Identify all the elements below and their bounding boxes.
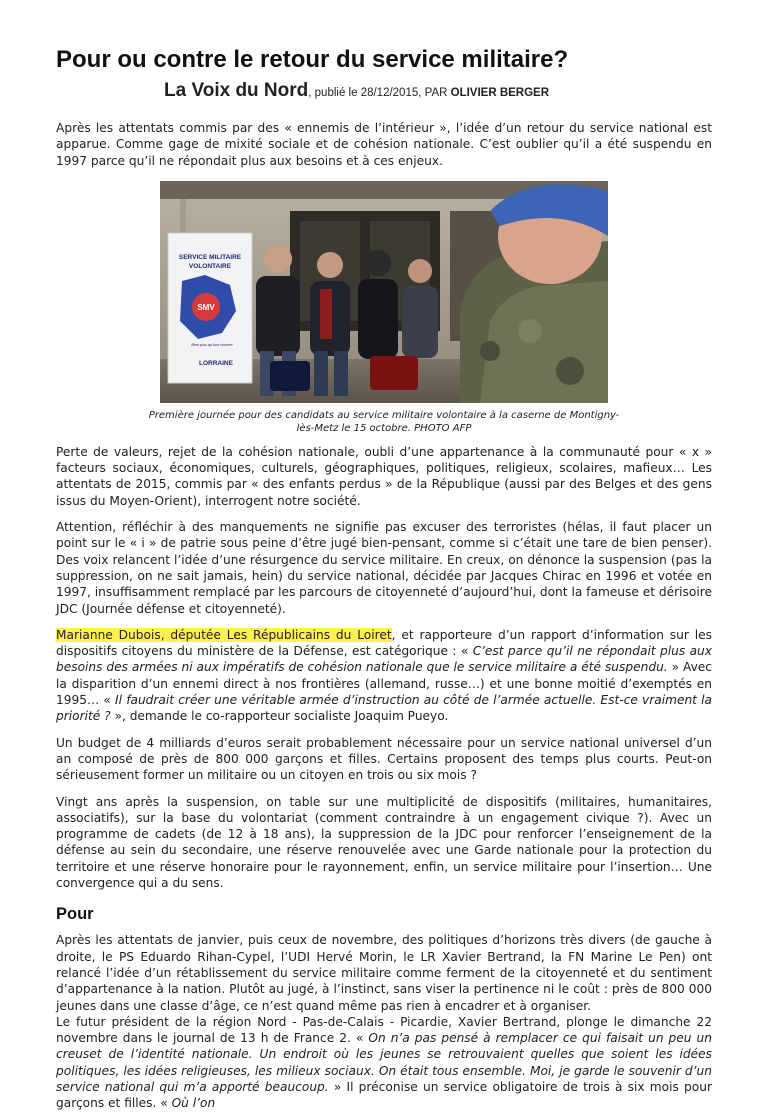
sign-tagline: Bien plus qu'une chance — [191, 342, 233, 347]
photo-illustration — [160, 181, 608, 403]
paragraph-3-text-a: , et rapporteure d’un rapport d’information sur les dispositifs citoyens du ministère de la Défense, est catégorique : « — [56, 627, 712, 659]
paragraph-7-text-a: Le futur président de la région Nord - Pas-de-Calais - Picardie, Xavier Bertrand, plonge le dimanche 22 novembre dans le journal de 13 h de France 2. « — [56, 1014, 712, 1046]
paragraph-2: Attention, réfléchir à des manquements ne signifie pas excuser des terroristes (hélas, il faut placer un point sur le « i » de patrie sous peine d’être jugé bien-pensant, comme si c’était une tare de bien penser). Des voix relancent l’idée d’une résurgence du service militaire. En creux, on dénonce la suspension (pas la suppression, on ne sait jamais, hein) du service national, décidée par Jacques Chirac en 1996 et votée en 1997, insuffisamment remplacé par les parcours de citoyenneté d’aujourd’hui, dont la fameuse et dérisoire JDC (Journée défense et citoyenneté). — [56, 520, 712, 616]
paragraph-6 — [56, 932, 712, 1111]
paragraph-4: Un budget de 4 milliards d’euros serait probablement nécessaire pour un service national universel d’un an composé de près de 800 000 garçons et filles. Certains proposent des temps plus courts. Peut-on sérieusement former un militaire ou un citoyen en trois ou six mois ? — [56, 735, 712, 783]
paragraph-7-text-b: » Il préconise un service obligatoire de trois à six mois pour garçons et filles. « — [56, 1079, 712, 1111]
paragraph-5: Vingt ans après la suspension, on table sur une multiplicité de dispositifs (militaires, humanitaires, associatifs), sur la base du volontariat (comment contraindre à un engagement civique ?). Avec un programme de cadets (de 12 à 18 ans), la suppression de la JDC pour renforcer l’enseignement de la défense au sein du secondaire, une réserve renouvelée avec une Garde nationale pour la protection du territoire et une réserve honoraire pour le rayonnement, enfin, un service militaire pour l’insertion… Une convergence qui a du sens. — [56, 794, 712, 891]
sign-line-2: VOLONTAIRE — [188, 262, 232, 270]
publication-date: , publié le 28/12/2015, PAR — [308, 87, 451, 99]
sign-logo: SMV — [197, 302, 215, 312]
paragraph-3-text-b: » Avec la disparition d’un ennemi direct à nos frontières (allemand, russe…) et une bonne moitié d’exemptés en 1995… « — [56, 660, 712, 708]
section-heading-pour: Pour — [56, 905, 94, 924]
article-title: Pour ou contre le retour du service militaire? — [56, 46, 569, 73]
paragraph-3 — [56, 627, 712, 725]
paragraph-1: Perte de valeurs, rejet de la cohésion nationale, oubli d’une appartenance à la communauté pour « x » facteurs sociaux, économiques, culturels, géographiques, politiques, religieux, scolaires, mafieux… Les attentats de 2015, commis par « des enfants perdus » de la République (aussi par des Belges et des gens issus du Moyen-Orient), interrogent notre société. — [56, 444, 712, 508]
highlighted-text: Marianne Dubois, députée Les Républicains du Loiret — [56, 627, 392, 642]
quote-bertrand: On n’a pas pensé à remplacer ce qui faisait un peu un creuset de l’identité nationale. Un endroit où les jeunes se retrouvaient quelles que soient les idées politiques, les idées religieuses, les milieux sociaux. On était tous ensemble. Moi, je garde le souvenir d’un service national qui m’a apporté beaucoup. — [56, 1031, 712, 1094]
byline — [56, 80, 712, 104]
photo-caption: Première journée pour des candidats au service militaire volontaire à la caserne de Montigny-lès-Metz le 15 octobre. PHOTO AFP — [148, 409, 620, 434]
paragraph-6-text: Après les attentats de janvier, puis ceux de novembre, des politiques d’horizons très divers (de gauche à droite, le PS Eduardo Rihan-Cypel, l’UDI Hervé Morin, le LR Xavier Bertrand, la FN Marine Le Pen) ont relancé l’idée d’un rétablissement du service militaire comme ferment de la citoyenneté et du sentiment d’appartenance à la nation. Plutôt au jugé, à l’instinct, sans viser la pertinence ni le coût : près de 800 000 jeunes dans une classe d’âge, ce n’est quand même pas rien à encadrer et à organiser. — [56, 933, 712, 1013]
author-name: OLIVIER BERGER — [450, 87, 550, 99]
quote-dubois: C’est parce qu’il ne répondait plus aux besoins des armées ni aux impératifs de cohésion nationale que le service militaire a été suspendu. — [56, 644, 712, 675]
article-figure — [56, 181, 712, 435]
article-photo — [160, 181, 608, 403]
newspaper-name: La Voix du Nord — [164, 80, 309, 101]
sign-line-1: SERVICE MILITAIRE — [178, 253, 242, 261]
quote-pueyo: Il faudrait créer une véritable armée d’instruction au côté de l’armée actuelle. Est-ce vraiment la priorité ? — [56, 693, 712, 724]
lead-paragraph: Après les attentats commis par des « ennemis de l’intérieur », l’idée d’un retour du service national est apparue. Comme gage de mixité sociale et de cohésion nationale. C’est oublier qu’il a été suspendu en 1997 parce qu’il ne répondait plus aux besoins et à ces enjeux. — [56, 121, 712, 168]
paragraph-3-text-c: », demande le co-rapporteur socialiste Joaquim Pueyo. — [110, 709, 449, 724]
sign-region: LORRAINE — [199, 359, 233, 367]
paragraph-7-tail: Où l’on — [171, 1096, 216, 1111]
